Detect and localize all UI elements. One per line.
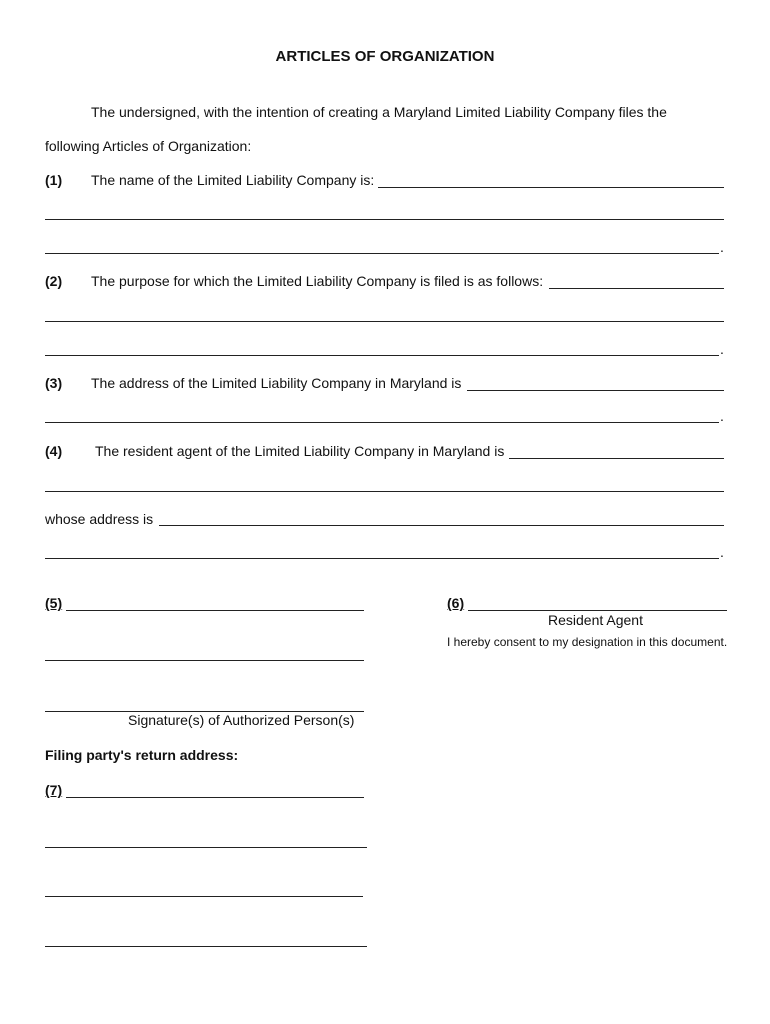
- item-2-period: .: [720, 341, 724, 357]
- signature-field-2[interactable]: [45, 644, 364, 661]
- purpose-field-1[interactable]: [549, 272, 724, 289]
- item-4-label: The resident agent of the Limited Liability Company in Maryland is: [95, 443, 505, 459]
- item-7-number: (7): [45, 782, 63, 798]
- resident-agent-field-1[interactable]: [509, 442, 724, 459]
- intro-line-1: The undersigned, with the intention of creating a Maryland Limited Liability Company files the: [91, 104, 667, 120]
- signature-caption: Signature(s) of Authorized Person(s): [128, 712, 355, 728]
- item-4-period: .: [720, 544, 724, 560]
- consent-statement: I hereby consent to my designation in this document.: [447, 635, 728, 649]
- agent-address-field-1[interactable]: [159, 509, 724, 526]
- return-address-field-4[interactable]: [45, 930, 367, 947]
- return-address-field-3[interactable]: [45, 880, 363, 897]
- address-field-1[interactable]: [467, 374, 724, 391]
- resident-agent-caption: Resident Agent: [548, 612, 643, 628]
- resident-agent-field-2[interactable]: [45, 475, 724, 492]
- item-1-label: The name of the Limited Liability Company is:: [91, 172, 375, 188]
- return-address-field-2[interactable]: [45, 831, 367, 848]
- item-1-number: (1): [45, 172, 63, 188]
- item-1-period: .: [720, 239, 724, 255]
- agent-address-field-2[interactable]: [45, 542, 719, 559]
- item-3-label: The address of the Limited Liability Company in Maryland is: [91, 375, 462, 391]
- resident-agent-signature-field[interactable]: [468, 594, 727, 611]
- signature-field-3[interactable]: [45, 695, 364, 712]
- item-5-number: (5): [45, 595, 63, 611]
- return-address-heading: Filing party's return address:: [45, 747, 239, 763]
- llc-name-field-1[interactable]: [378, 171, 724, 188]
- llc-name-field-3[interactable]: [45, 237, 719, 254]
- return-address-field-1[interactable]: [66, 781, 364, 798]
- purpose-field-2[interactable]: [45, 305, 724, 322]
- item-2-number: (2): [45, 273, 63, 289]
- llc-name-field-2[interactable]: [45, 203, 724, 220]
- item-6-number: (6): [447, 595, 465, 611]
- item-3-period: .: [720, 408, 724, 424]
- page-title: ARTICLES OF ORGANIZATION: [275, 48, 495, 65]
- purpose-field-3[interactable]: [45, 339, 719, 356]
- whose-address-label: whose address is: [45, 511, 154, 527]
- signature-field-1[interactable]: [66, 594, 364, 611]
- item-4-number: (4): [45, 443, 63, 459]
- address-field-2[interactable]: [45, 406, 719, 423]
- item-3-number: (3): [45, 375, 63, 391]
- item-2-label: The purpose for which the Limited Liability Company is filed is as follows:: [91, 273, 544, 289]
- intro-line-2: following Articles of Organization:: [45, 138, 252, 154]
